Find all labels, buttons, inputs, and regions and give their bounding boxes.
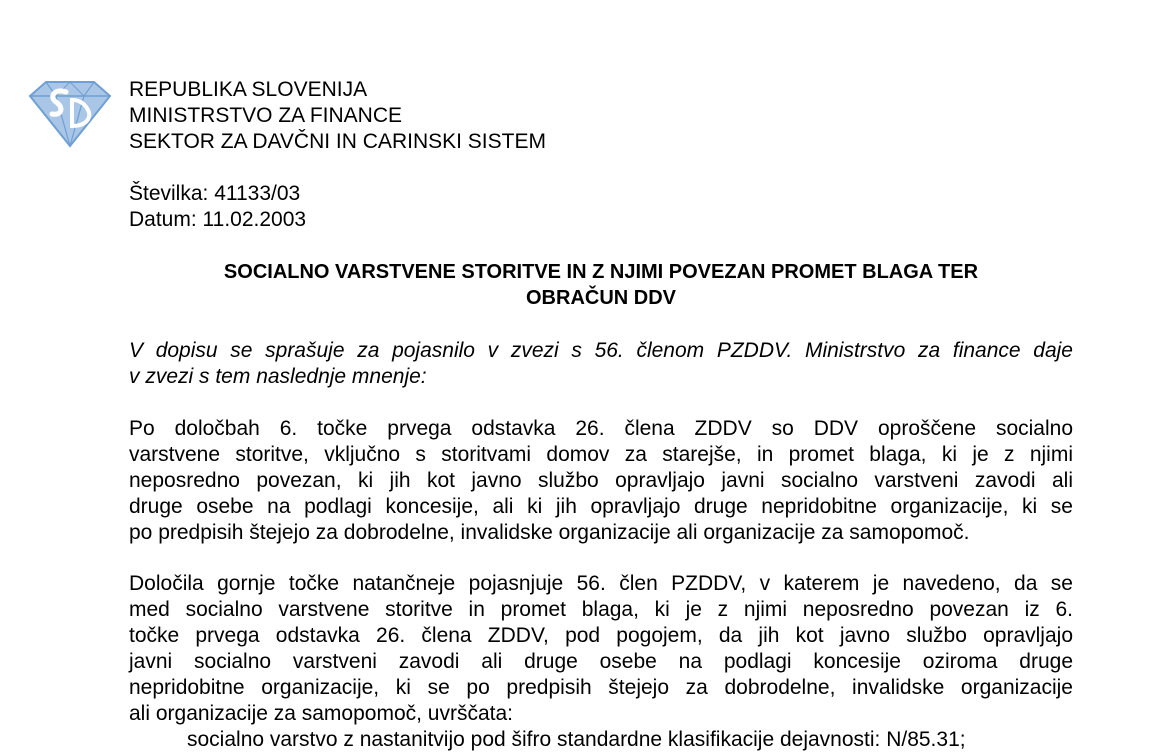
intro-paragraph <box>129 338 1073 390</box>
title-line-1: SOCIALNO VARSTVENE STORITVE IN Z NJIMI POVEZAN PROMET BLAGA TER <box>223 261 979 283</box>
paragraph-line: točke prvega odstavka 26. člena ZDDV, pod pogojem, da jih kot javno službo opravljajo <box>129 624 1073 647</box>
paragraph-line: neposredno povezan, ki jih kot javno službo opravljajo javni socialno varstveni zavodi ali <box>129 469 1073 492</box>
paragraph-line: ali organizacije za samopomoč, uvrščata: <box>129 702 514 725</box>
document-number: Številka: 41133/03 <box>129 182 301 205</box>
paragraph-line: Določila gornje točke natančneje pojasnjuje 56. člen PZDDV, v katerem je navedeno, da se <box>129 572 1073 595</box>
document-date: Datum: 11.02.2003 <box>129 208 307 231</box>
paragraph-line: po predpisih štejejo za dobrodelne, invalidske organizacije ali organizacije za samopomoč. <box>129 521 970 544</box>
paragraph-line: javni socialno varstveni zavodi ali druge osebe na podlagi koncesije oziroma druge <box>129 650 1073 673</box>
paragraph-line: v zvezi s tem naslednje mnenje: <box>129 365 427 388</box>
title-line-2: OBRAČUN DDV <box>526 287 676 309</box>
paragraph-line: druge osebe na podlagi koncesije, ali ki jih opravljajo druge nepridobitne organizacije, ki se <box>129 495 1073 518</box>
letterhead-republic: REPUBLIKA SLOVENIJA <box>129 78 368 101</box>
document-meta <box>129 181 306 233</box>
paragraph-line: med socialno varstvene storitve in promet blaga, ki je z njimi neposredno povezan iz 6. <box>129 598 1073 621</box>
letterhead-ministry: MINISTRSTVO ZA FINANCE <box>129 104 403 127</box>
paragraph-2 <box>129 571 1073 727</box>
paragraph-line: varstvene storitve, vključno s storitvami domov za starejše, in promet blaga, ki je z njimi <box>129 443 1073 466</box>
paragraph-line: nepridobitne organizacije, ki se po predpisih štejejo za dobrodelne, invalidske organizacije <box>129 676 1073 699</box>
document-title <box>129 259 1073 311</box>
paragraph-line: V dopisu se sprašuje za pojasnilo v zvezi s 56. členom PZDDV. Ministrstvo za finance daje <box>129 339 1073 362</box>
letterhead-sector: SEKTOR ZA DAVČNI IN CARINSKI SISTEM <box>129 130 546 153</box>
sd-logo-icon <box>26 76 114 150</box>
paragraph-line: Po določbah 6. točke prvega odstavka 26. člena ZDDV so DDV oproščene socialno <box>129 417 1073 440</box>
paragraph-1 <box>129 416 1073 546</box>
letterhead <box>129 77 546 155</box>
list-item: socialno varstvo z nastanitvijo pod šifro standardne klasifikacije dejavnosti: N/85.31; <box>187 728 966 751</box>
